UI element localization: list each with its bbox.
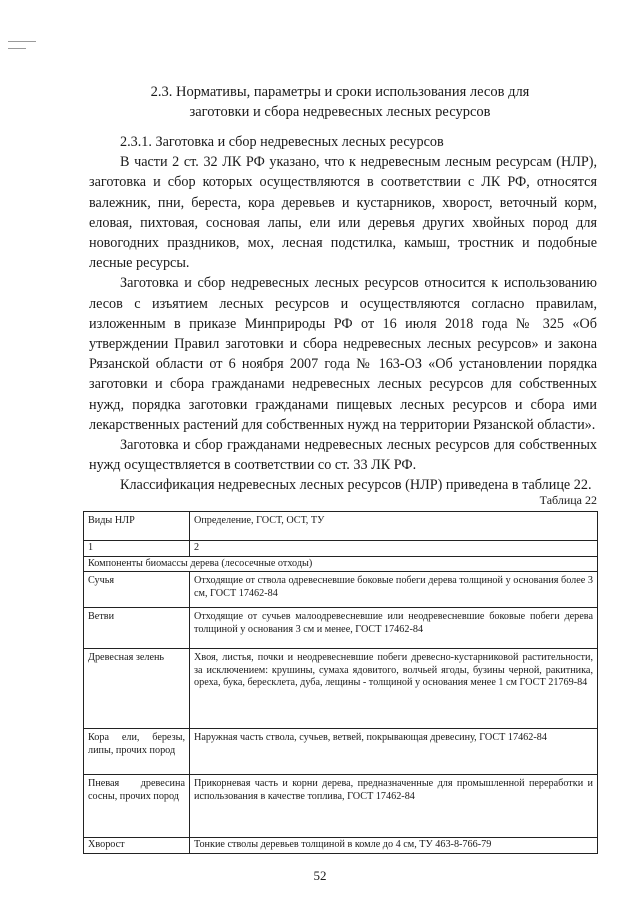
body-text <box>89 132 597 496</box>
paragraph: Заготовка и сбор недревесных лесных ресурсов относится к использованию лесов с изъятием лесных ресурсов и осуществляются согласно правилам, изложенным в приказе Минприроды РФ от 16 июля 2018 года № 325 «Об утверждении Правил заготовки и сбора недревесных лесных ресурсов» и закона Рязанской области от 6 ноября 2007 года № 163-ОЗ «Об установлении порядка заготовки и сбора гражданами недревесных лесных ресурсов для собственных нужд, порядка заготовки гражданами пищевых лесных ресурсов и сбора ими лекарственных растений для собственных нужд на территории Рязанской области». <box>89 275 597 433</box>
table-group-cell: Компоненты биомассы дерева (лесосечные отходы) <box>84 556 598 572</box>
scan-margin-mark <box>8 41 36 42</box>
section-heading-line2: заготовки и сбора недревесных лесных ресурсов <box>189 104 491 120</box>
table-cell-kind: Древесная зелень <box>84 649 190 729</box>
table-group-row <box>84 556 598 572</box>
table-cell-definition: Хвоя, листья, почки и неодревесневшие побеги древесно-кустарниковой растительности, за исключением: крушины, сумаха ядовитого, волчьей ягоды, бузины черной, ракитника, ореха, бука, бересклета, дуба, лещины - толщиной у основания менее 1 см ГОСТ 21769-84 <box>190 649 598 729</box>
section-heading <box>100 82 580 122</box>
table-cell-definition: Наружная часть ствола, сучьев, ветвей, покрывающая древесину, ГОСТ 17462-84 <box>190 729 598 775</box>
subsection-heading: 2.3.1. Заготовка и сбор недревесных лесных ресурсов <box>120 134 444 150</box>
table-cell-definition: Тонкие стволы деревьев толщиной в комле до 4 см, ТУ 463-8-766-79 <box>190 838 598 854</box>
table-cell-kind: Сучья <box>84 572 190 608</box>
table-row <box>84 608 598 649</box>
paragraph: Классификация недревесных лесных ресурсов (НЛР) приведена в таблице 22. <box>120 477 592 494</box>
page-number: 52 <box>313 868 327 883</box>
table-row <box>84 572 598 608</box>
table-cell-definition: Прикорневая часть и корни дерева, предназначенные для промышленной переработки и использования в качестве топлива, ГОСТ 17462-84 <box>190 775 598 838</box>
section-heading-line1: 2.3. Нормативы, параметры и сроки использования лесов для <box>150 84 530 100</box>
scan-margin-mark <box>8 48 26 49</box>
table-number-cell: 1 <box>84 541 190 557</box>
table-row <box>84 838 598 854</box>
paragraph: Заготовка и сбор гражданами недревесных лесных ресурсов для собственных нужд осуществляется в соответствии со ст. 33 ЛК РФ. <box>89 437 597 474</box>
table-cell-kind: Пневая древесина сосны, прочих пород <box>84 775 190 838</box>
table-row <box>84 729 598 775</box>
table-row <box>84 649 598 729</box>
table-row <box>84 775 598 838</box>
table-cell-definition: Отходящие от ствола одревесневшие боковые побеги дерева толщиной у основания более 3 см, ГОСТ 17462-84 <box>190 572 598 608</box>
table-number-cell: 2 <box>190 541 598 557</box>
table-cell-kind: Хворост <box>84 838 190 854</box>
table-cell-definition: Отходящие от сучьев малоодревесневшие или неодревесневшие боковые побеги дерева толщиной у основания 3 см и менее, ГОСТ 17462-84 <box>190 608 598 649</box>
table-cell-kind: Ветви <box>84 608 190 649</box>
table-cell-kind: Кора ели, березы, липы, прочих пород <box>84 729 190 775</box>
nlr-classification-table <box>83 511 598 854</box>
table-caption: Таблица 22 <box>539 493 597 507</box>
table-header-row <box>84 512 598 541</box>
table-header-cell: Виды НЛР <box>84 512 190 541</box>
table-header-cell: Определение, ГОСТ, ОСТ, ТУ <box>190 512 598 541</box>
paragraph: В части 2 ст. 32 ЛК РФ указано, что к недревесным лесным ресурсам (НЛР), заготовка и сбор которых осуществляются в соответствии с ЛК РФ, относятся валежник, пни, береста, кора деревьев и кустарников, хворост, веточный корм, еловая, пихтовая, сосновая лапы, ели или деревья других хвойных пород для новогодних праздников, мох, лесная подстилка, камыш, тростник и подобные лесные ресурсы. <box>89 154 597 272</box>
table-number-row <box>84 541 598 557</box>
